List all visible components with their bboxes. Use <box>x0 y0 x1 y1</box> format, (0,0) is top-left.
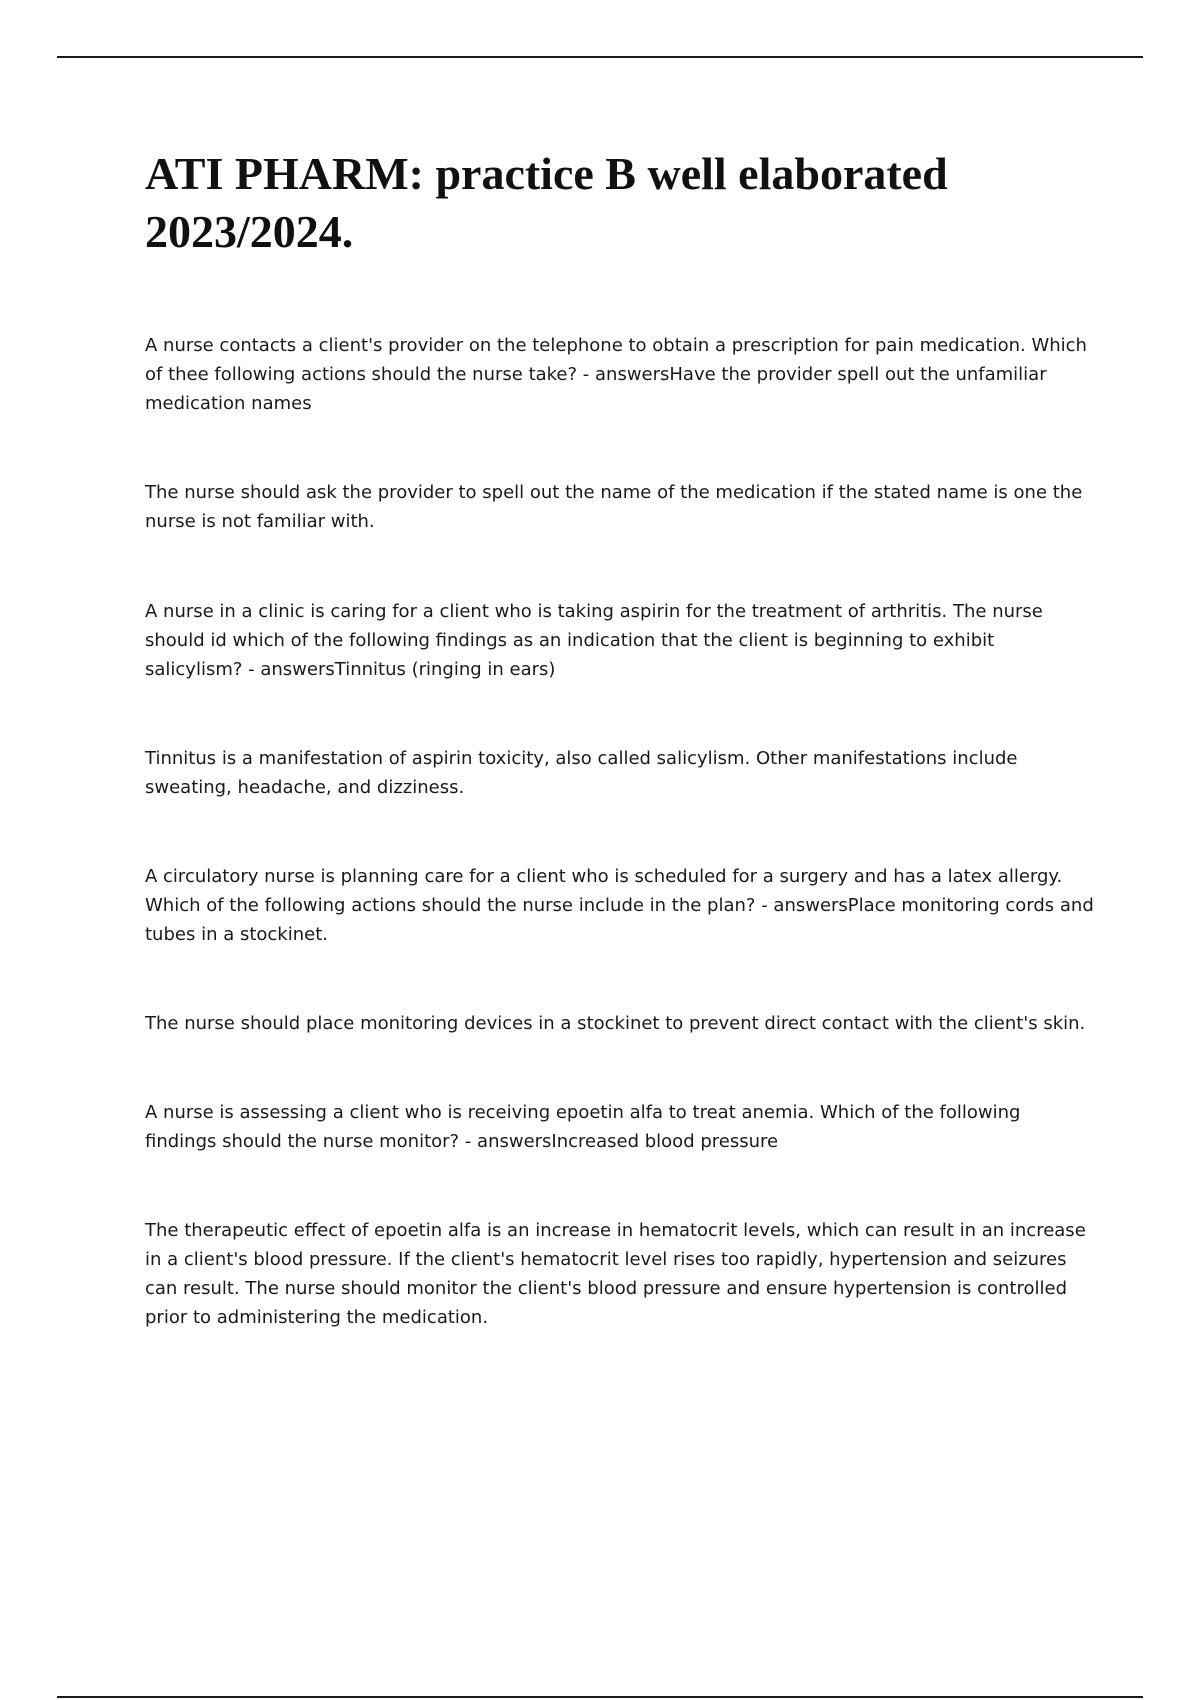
document-body <box>145 331 1095 1332</box>
explanation-paragraph-1: The nurse should ask the provider to spell out the name of the medication if the stated name is one the nurse is not familiar with. <box>145 482 1083 532</box>
bottom-rule <box>57 1696 1143 1698</box>
explanation-paragraph-2: Tinnitus is a manifestation of aspirin toxicity, also called salicylism. Other manifestations include sweating, headache, and dizziness. <box>145 748 1018 798</box>
title-line-1: ATI PHARM: practice B well elaborated <box>145 148 948 199</box>
question-paragraph-2: A nurse in a clinic is caring for a client who is taking aspirin for the treatment of arthritis. The nurse should id which of the following findings as an indication that the client is beginning to exhibit salicylism? - answersTinnitus (ringing in ears) <box>145 601 1043 680</box>
explanation-paragraph-3: The nurse should place monitoring devices in a stockinet to prevent direct contact with the client's skin. <box>145 1013 1086 1034</box>
question-paragraph-3: A circulatory nurse is planning care for a client who is scheduled for a surgery and has a latex allergy. Which of the following actions should the nurse include in the plan? - answersPlace monitoring cords and tubes in a stockinet. <box>145 866 1094 945</box>
top-rule <box>57 56 1143 58</box>
explanation-paragraph-4: The therapeutic effect of epoetin alfa is an increase in hematocrit levels, which can result in an increase in a client's blood pressure. If the client's hematocrit level rises too rapidly, hypertension and seizures can result. The nurse should monitor the client's blood pressure and ensure hypertension is controlled prior to administering the medication. <box>145 1220 1086 1328</box>
question-paragraph-1: A nurse contacts a client's provider on the telephone to obtain a prescription for pain medication. Which of thee following actions should the nurse take? - answersHave the provider spell out the unfamiliar medication names <box>145 335 1087 414</box>
title-line-2: 2023/2024. <box>145 206 354 257</box>
question-paragraph-4: A nurse is assessing a client who is receiving epoetin alfa to treat anemia. Which of the following findings should the nurse monitor? - answersIncreased blood pressure <box>145 1102 1021 1152</box>
document-title <box>145 145 1105 261</box>
